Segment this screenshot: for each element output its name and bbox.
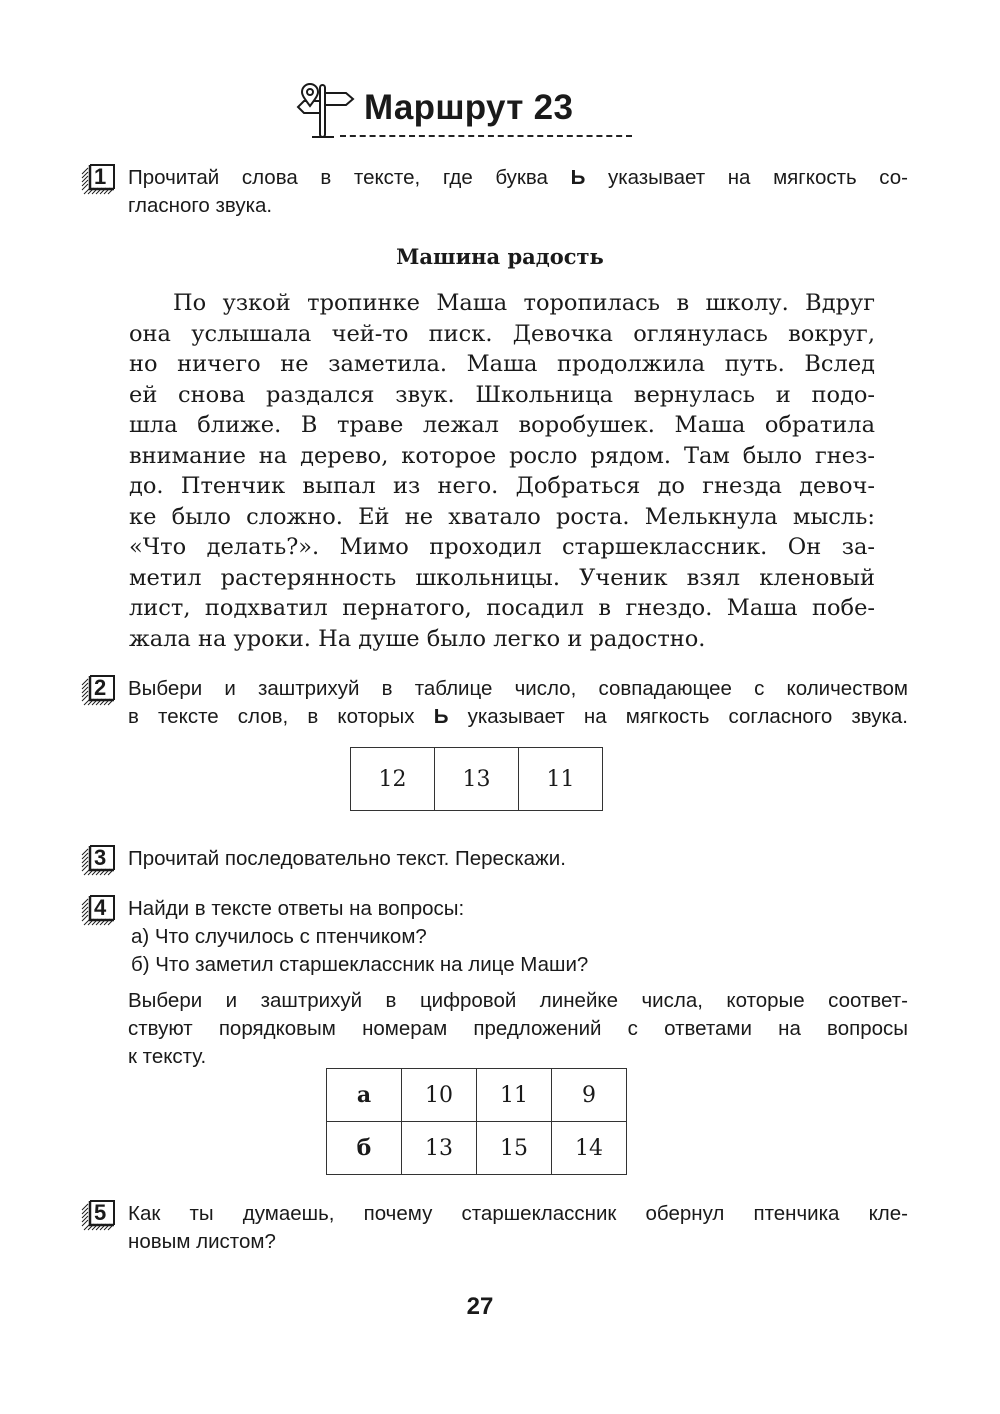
answer-cell[interactable]: 13 (402, 1122, 477, 1175)
story-line: она услышала чей-то писк. Девочка оглянулась вокруг, (129, 320, 875, 347)
story-line: ке было сложно. Ей не хватало роста. Мелькнула мысль: (129, 503, 875, 530)
answer-cell[interactable]: 9 (552, 1069, 627, 1122)
answer-cell[interactable]: 10 (402, 1069, 477, 1122)
task-number-badge: 1 (78, 162, 116, 196)
page-title: Маршрут 23 (364, 88, 574, 127)
question-a: а) Что случилось с птенчиком? (131, 925, 427, 948)
answer-cell[interactable]: 15 (477, 1122, 552, 1175)
story-line: до. Птенчик выпал из него. Добраться до гнезда девоч- (129, 473, 875, 499)
story-title: Машина радость (396, 244, 604, 269)
task-instruction: Прочитай последовательно текст. Перескажи. (128, 847, 566, 870)
question-b: б) Что заметил старшеклассник на лице Маши? (131, 953, 589, 976)
table-row (327, 1069, 627, 1122)
answer-cell[interactable]: 13 (435, 748, 519, 811)
story-text (129, 288, 875, 654)
route-header (296, 82, 636, 144)
answer-cell[interactable]: 14 (552, 1122, 627, 1175)
story-line: ей снова раздался звук. Школьница вернулась и подо- (129, 381, 875, 408)
task-number-badge: 3 (78, 843, 116, 877)
table-row (327, 1122, 627, 1175)
task-number-badge: 2 (78, 673, 116, 707)
story-line: внимание на дерево, которое росло рядом. Там было гнез- (129, 442, 875, 469)
answer-table-task-4 (326, 1068, 627, 1175)
row-label: а (327, 1069, 402, 1122)
story-line: лист, подхватил пернатого, посадил в гнездо. Маша побе- (129, 595, 875, 621)
task-instruction: Прочитай слова в тексте, где буква Ь указывает на мягкость со- гласного звука. (128, 166, 909, 217)
answer-cell[interactable]: 11 (477, 1069, 552, 1122)
task-instruction: Найди в тексте ответы на вопросы: а) Что случилось с птенчиком? б) Что заметил старшеклассник на лице Маши? Выбери и заштрихуй в цифровой линейке числа, которые соответ- ствуют порядковым номерам предложений с ответами на вопросы к тексту. (128, 897, 908, 1068)
story-line: шла ближе. В траве лежал воробушек. Маша обратила (129, 412, 875, 438)
task-instruction: Как ты думаешь, почему старшеклассник обернул птенчика кле- новым листом? (128, 1202, 908, 1253)
answer-table-task-2 (350, 747, 603, 811)
story-line: жала на уроки. На душе было легко и радостно. (129, 625, 706, 652)
title-underline (340, 135, 632, 137)
story-line: но ничего не заметила. Маша продолжила путь. Вслед (129, 351, 875, 377)
task-instruction: Выбери и заштрихуй в таблице число, совпадающее с количеством в тексте слов, в которых Ь указывает на мягкость согласного звука. (128, 677, 908, 728)
page-number: 27 (466, 1293, 494, 1320)
task-number-badge: 5 (78, 1198, 116, 1232)
task-number-badge: 4 (78, 893, 116, 927)
story-line: метил растерянность школьницы. Ученик взял кленовый (129, 564, 875, 591)
row-label: б (327, 1122, 402, 1175)
story-line: По узкой тропинке Маша торопилась в школу. Вдруг (173, 290, 875, 316)
answer-cell[interactable]: 11 (519, 748, 603, 811)
answer-cell[interactable]: 12 (351, 748, 435, 811)
story-line: «Что делать?». Мимо проходил старшеклассник. Он за- (129, 534, 875, 560)
